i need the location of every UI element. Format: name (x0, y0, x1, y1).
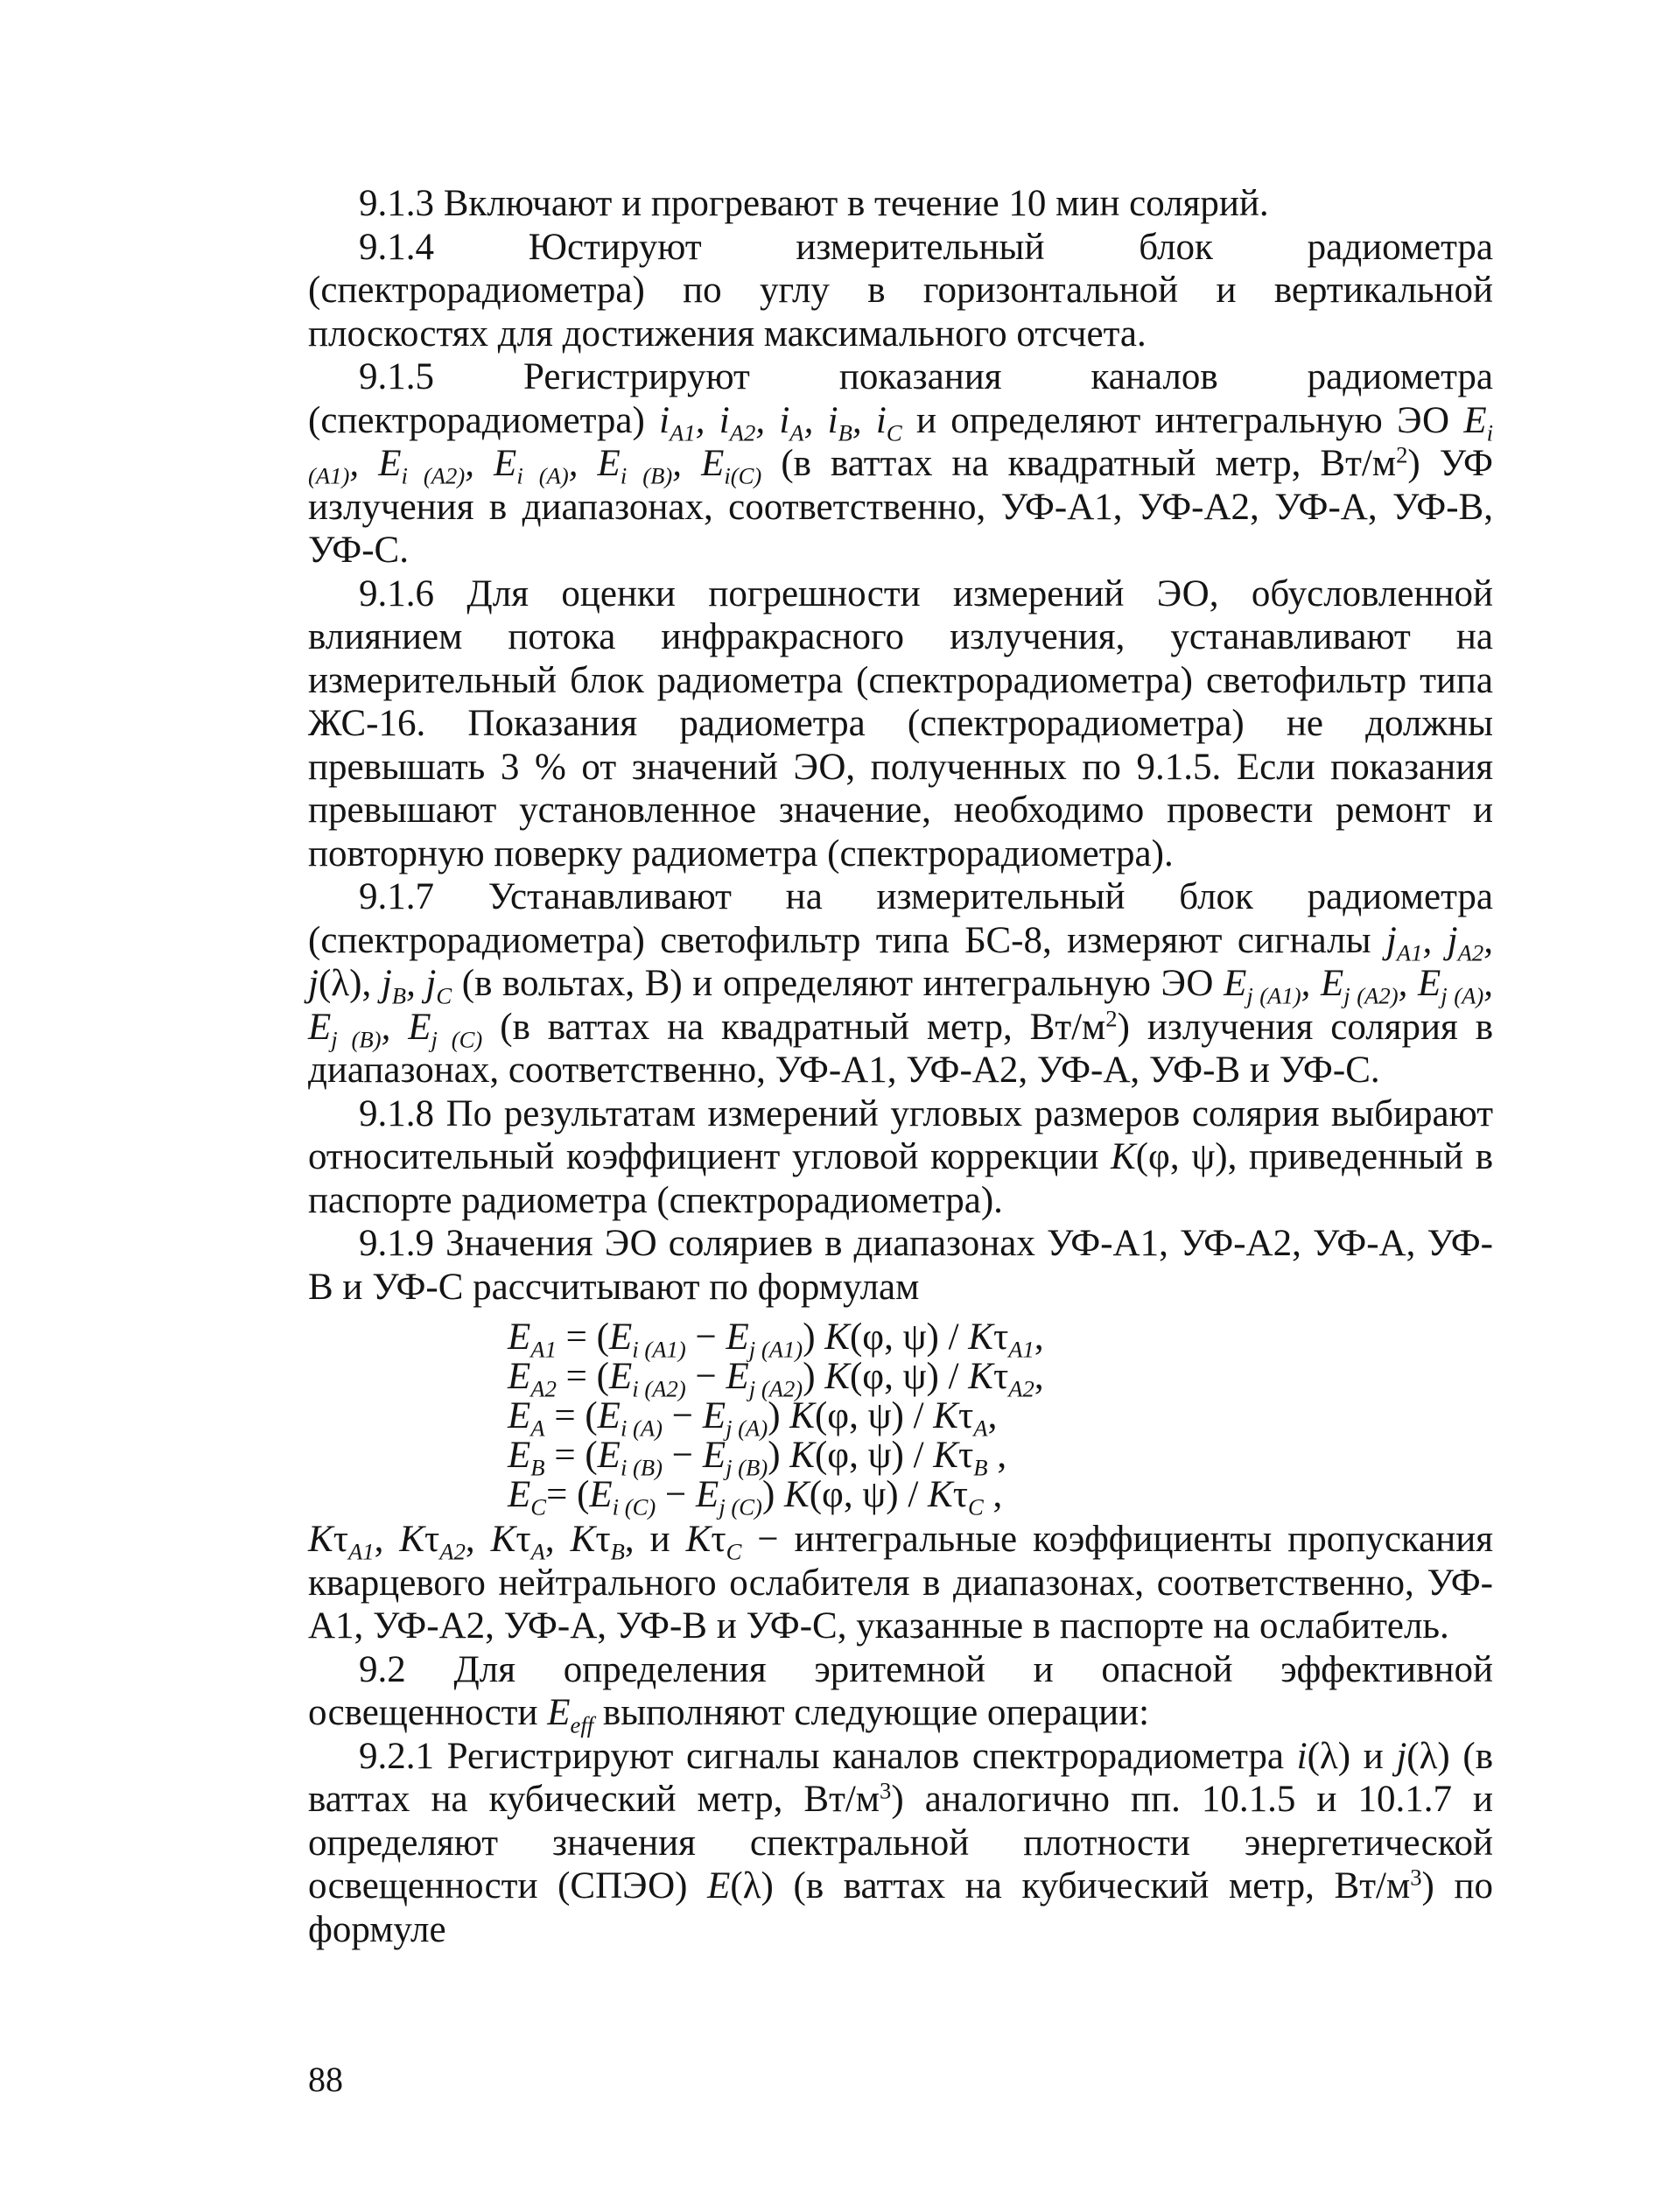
paragraph-9-1-8: 9.1.8 По результатам измерений угловых размеров солярия выбирают относительный коэффициент угловой коррекции K(φ, ψ), приведенный в паспорте радиометра (спектрорадиометра). (308, 1092, 1493, 1221)
paragraph-9-1-6 (308, 572, 1493, 876)
paragraph-9-1-7: 9.1.7 Устанавливают на измерительный блок радиометра (спектрорадиометра) светофильтр типа БС-8, измеряют сигналы $j_{A1}$, $j_{A2}$, j(λ), $j_B$, $j_C$ (в вольтах, В) и определяют интегральную ЭО $E_{j (A1)}$, $E_{j (A2)}$, $E_{j (A)}$, $E_{j (B)}$, $E_{j (C)}$ (в ваттах на квадратный метр, $Вт/м^2$) излучения солярия в диапазонах, соответственно, УФ-А1, УФ-А2, УФ-А, УФ-В и УФ-С. (308, 876, 1494, 1091)
formula-eb: $E_B = (E_{i (B)} - E_{j (B)})$ K(φ, $\psi) / K\tau_B$ , (508, 1435, 1007, 1481)
paragraph-9-1-4 (308, 226, 1493, 356)
text: ) излучения солярия в диапазонах, соответственно, УФ-А1, УФ-А2, УФ-А, УФ-В и УФ-С. (308, 1006, 1494, 1091)
text: 9.1.9 Значения ЭО соляриев в диапазонах УФ-А1, УФ-А2, УФ-А, УФ-В и УФ-С рассчитывают по формулам (308, 1223, 1493, 1308)
text: выполняют следующие операции: (602, 1692, 1150, 1733)
text: и (1363, 1735, 1384, 1777)
text: 9.2.1 Регистрируют сигналы каналов спектрорадиометра (359, 1735, 1285, 1777)
paragraph-9-2: 9.2 Для определения эритемной и опасной эффективной освещенности $E_{eff}$ выполняют следующие операции: (308, 1648, 1493, 1738)
text: 9.1.5 Регистрируют показания каналов радиометра (спектрорадиометра) (308, 356, 1493, 441)
formula-ea1: $E_{A1} = (E_{i (A1)} - E_{j (A1)})$ K(φ, $\psi) / K\tau_{A1}$, (508, 1317, 1044, 1363)
text: ) аналогично пп. 10.1.5 и 10.1.7 и определяют значения спектральной плотности энергетической освещенности (СПЭО) (308, 1779, 1493, 1907)
text: (в ваттах на кубический метр, Вт/м (793, 1865, 1411, 1907)
paragraph-9-1-9 (308, 1222, 1493, 1309)
text: (в ваттах на кубический метр, Вт/м (308, 1735, 1493, 1820)
document-page (308, 182, 1493, 1951)
text: интегральные коэффициенты пропускания кварцевого нейтрального ослабителя в диапазонах, соответственно, УФ-А1, УФ-А2, УФ-А, УФ-В и УФ-С, указанные в паспорте на ослабитель. (308, 1519, 1494, 1647)
text: 9.1.7 Устанавливают на измерительный блок радиометра (спектрорадиометра) светофильтр типа БС-8, измеряют сигналы (308, 876, 1493, 961)
text: 9.1.6 Для оценки погрешности измерений ЭО, обусловленной влиянием потока инфракрасного излучения, устанавливают на измерительный блок радиометра (спектрорадиометра) светофильтр типа ЖС-16. Показания радиометра (спектрорадиометра) не должны превышать 3 % от значений ЭО, полученных по 9.1.5. Если показания превышают установленное значение, необходимо провести ремонт и повторную поверку радиометра (спектрорадиометра). (308, 572, 1493, 874)
text: 9.2 Для определения эритемной и опасной эффективной освещенности (308, 1648, 1493, 1733)
text: 9.1.8 По результатам измерений угловых размеров солярия выбирают относительный коэффициент угловой коррекции (308, 1092, 1493, 1177)
page-number: 88 (308, 2060, 343, 2099)
formula-ec: $E_C= (E_{i (C)} - E_{j (C)})$ K(φ, $\psi) / K\tau_C$ , (508, 1474, 1003, 1520)
paragraph-9-2-1: 9.2.1 Регистрируют сигналы каналов спектрорадиометра i(λ) и j(λ) (в ваттах на кубический метр, $Вт/м^3$) аналогично пп. 10.1.5 и 10.1.7 и определяют значения спектральной плотности энергетической освещенности (СПЭО) E(λ) (в ваттах на кубический метр, $Вт/м^3$) по формуле (308, 1735, 1493, 1950)
text: ) УФ излучения в диапазонах, соответственно, УФ-А1, УФ-А2, УФ-А, УФ-В, УФ-С. (308, 443, 1493, 571)
text: ) по формуле (308, 1865, 1493, 1950)
text: (в ваттах на квадратный метр, Вт/м (781, 443, 1397, 484)
paragraph-9-1-5: 9.1.5 Регистрируют показания каналов радиометра (спектрорадиометра) $i_{A1}$, $i_{A2}$, $i_A$, $i_B$, $i_C$ и определяют интегральную ЭО $E_{i (A1)}$, $E_{i (A2)}$, $E_{i (A)}$, $E_{i (B)}$, $E_{i(C)}$ (в ваттах на квадратный метр, $Вт/м^2$) УФ излучения в диапазонах, соответственно, УФ-А1, УФ-А2, УФ-А, УФ-В, УФ-С. (308, 356, 1494, 571)
formula-ea: $E_A = (E_{i (A)} - E_{j (A)})$ K(φ, $\psi) / K\tau_A$, (508, 1395, 998, 1442)
text: 9.1.3 Включают и прогревают в течение 10 мин солярий. (359, 183, 1269, 224)
text: (в ваттах на квадратный метр, Вт/м (500, 1006, 1106, 1048)
formula-block (308, 1317, 1493, 1520)
paragraph-9-1-3 (308, 182, 1493, 226)
formula-ea2: $E_{A2} = (E_{i (A2)} - E_{j (A2)})$ K(φ, $\psi) / K\tau_{A2}$, (508, 1356, 1044, 1402)
text: 9.1.4 Юстируют измерительный блок радиометра (спектрорадиометра) по углу в горизонтальной и вертикальной плоскостях для достижения максимального отсчета. (308, 226, 1493, 355)
text: , приведенный в паспорте радиометра (спектрорадиометра). (308, 1136, 1493, 1221)
text: и определяют интегральную ЭО (915, 399, 1450, 441)
paragraph-ktau: $K\tau_{A1}$, $K\tau_{A2}$, $K\tau_A$, $K\tau_B$, и $K\tau_C$ − интегральные коэффициенты пропускания кварцевого нейтрального ослабителя в диапазонах, соответственно, УФ-А1, УФ-А2, УФ-А, УФ-В и УФ-С, указанные в паспорте на ослабитель. (308, 1519, 1494, 1647)
text: (в вольтах, В) и определяют интегральную ЭО (461, 963, 1214, 1004)
